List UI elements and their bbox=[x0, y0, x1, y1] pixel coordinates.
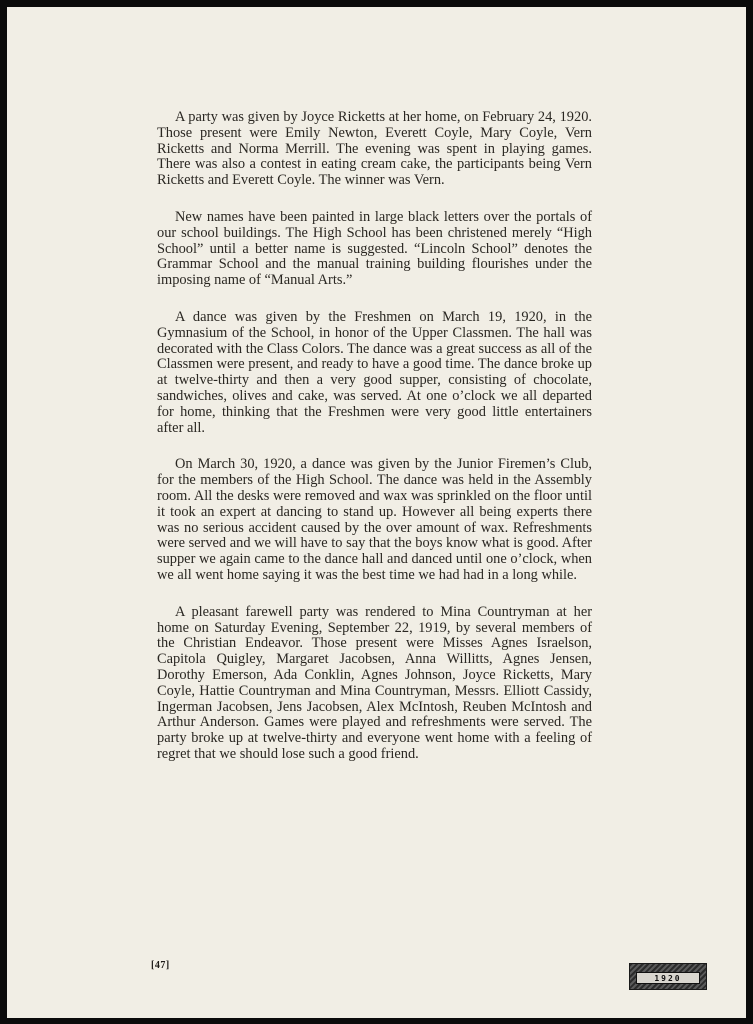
article-body bbox=[157, 110, 592, 784]
emblem-band bbox=[636, 972, 700, 984]
paragraph-firemen-dance: On March 30, 1920, a dance was given by the Junior Firemen’s Club, for the members of the High School. The dance was held in the Assembly room. All the desks were removed and wax was sprinkled on the floor until it took an expert at dancing to stand up. However all being experts there was no serious accident caused by the over amount of wax. Refreshments were served and we will have to say that the boys know what is good. After supper we again came to the dance hall and danced until one o’clock, when we all went home saying it was the best time we had had in a long while. bbox=[157, 456, 592, 583]
paragraph-school-names: New names have been painted in large black letters over the portals of our school buildings. The High School has been christened merely “High School” until a better name is suggested. “Lincoln School” denotes the Grammar School and the manual training building flourishes under the imposing name of “Manual Arts.” bbox=[157, 208, 592, 289]
document-page bbox=[7, 7, 746, 1018]
yearbook-emblem-icon bbox=[629, 963, 707, 990]
emblem-year-text: 1920 bbox=[654, 973, 682, 983]
paragraph-freshmen-dance: A dance was given by the Freshmen on March 19, 1920, in the Gymnasium of the School, in honor of the Upper Classmen. The hall was decorated with the Class Colors. The dance was a great success as all of the Classmen were present, and ready to have a good time. The dance broke up at twelve-thirty and then a very good supper, consisting of chocolate, sandwiches, olives and cake, was served. At one o’clock we all departed for home, thinking that the Freshmen were very good little entertainers after all. bbox=[157, 308, 592, 436]
page-number: [47] bbox=[151, 960, 170, 971]
paragraph-ricketts-party: A party was given by Joyce Ricketts at her home, on February 24, 1920. Those present were Emily Newton, Everett Coyle, Mary Coyle, Vern Ricketts and Norma Merrill. The evening was spent in playing games. There was also a contest in eating cream cake, the participants being Vern Ricketts and Everett Coyle. The winner was Vern. bbox=[157, 109, 592, 189]
paragraph-farewell-party: A pleasant farewell party was rendered to Mina Countryman at her home on Saturday Evening, September 22, 1919, by several members of the Christian Endeavor. Those present were Misses Agnes Israelson, Capitola Quigley, Margaret Jacobsen, Anna Willitts, Agnes Jensen, Dorothy Emerson, Ada Conklin, Agnes Johnson, Joyce Ricketts, Mary Coyle, Hattie Countryman and Mina Countryman, Messrs. Elliott Cassidy, Ingerman Jacobsen, Jens Jacobsen, Alex McIntosh, Reuben McIntosh and Arthur Anderson. Games were played and refreshments were served. The party broke up at twelve-thirty and everyone went home with a feeling of regret that we should lose such a good friend. bbox=[157, 603, 592, 762]
